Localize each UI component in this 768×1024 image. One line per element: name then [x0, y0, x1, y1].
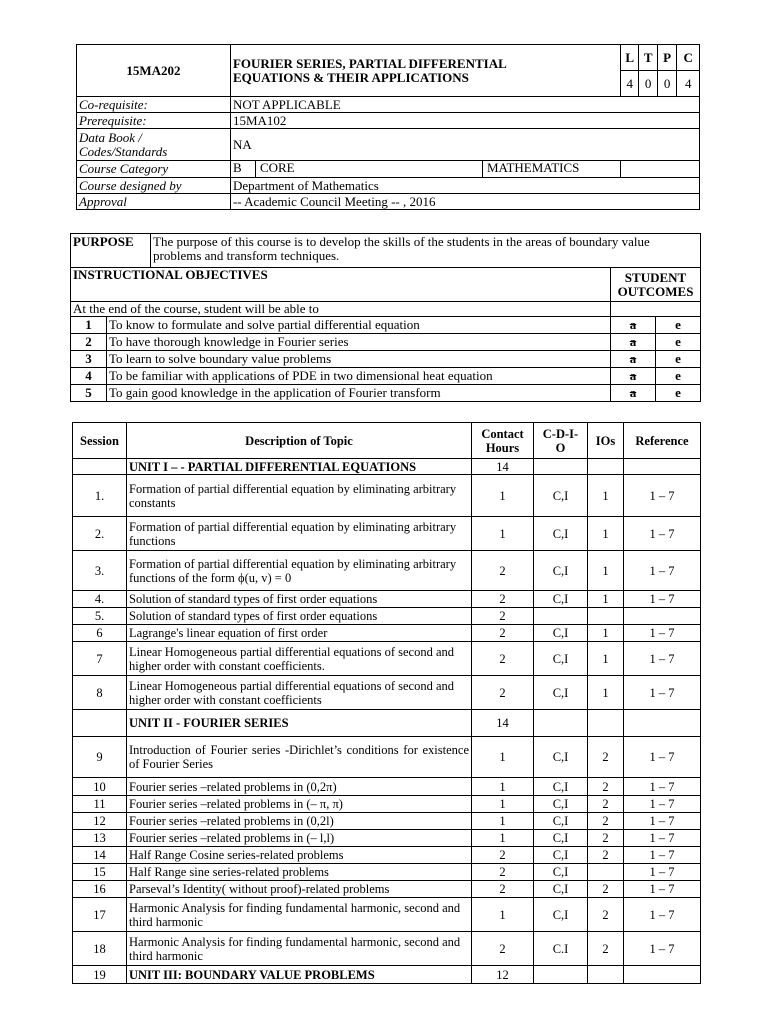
header-cdio [534, 423, 588, 459]
session-row [73, 830, 701, 847]
session-row [73, 932, 701, 966]
cdio-value: C,I [534, 778, 588, 796]
databook-label [77, 129, 231, 161]
ios-value: 1 [588, 551, 624, 591]
session-row [73, 796, 701, 813]
cdio-value: C,I [534, 475, 588, 517]
contact-hours: 14 [472, 459, 534, 475]
reference-value: 1 – 7 [624, 625, 701, 642]
reference-value [624, 608, 701, 625]
session-row [73, 475, 701, 517]
cdio-value: C,I [534, 898, 588, 932]
objectives-intro: At the end of the course, student will be able to [71, 302, 611, 317]
category-type: CORE [256, 161, 483, 177]
objective-text: To know to formulate and solve partial differential equation [107, 317, 611, 334]
databook-value: NA [230, 129, 699, 161]
objective-text: To be familiar with applications of PDE in two dimensional heat equation [107, 368, 611, 385]
category-code: B [231, 161, 256, 177]
category-cells [230, 161, 620, 178]
unit-row [73, 966, 701, 984]
course-code: 15MA202 [77, 45, 231, 97]
contact-hours: 2 [472, 864, 534, 881]
corequisite-value: NOT APPLICABLE [230, 97, 699, 113]
course-title [230, 45, 620, 97]
session-number: 14 [73, 847, 127, 864]
contact-hours: 1 [472, 737, 534, 778]
topic-description: Harmonic Analysis for finding fundamental harmonic, second and third harmonic [127, 932, 472, 966]
session-number: 1. [73, 475, 127, 517]
header-session: Session [73, 423, 127, 459]
reference-value: 1 – 7 [624, 517, 701, 551]
topic-description: Fourier series –related problems in (– π, π) [127, 796, 472, 813]
ltpc-value-l: 4 [620, 71, 638, 97]
topic-description: Linear Homogeneous partial differential equations of second and higher order with constant coefficients [127, 676, 472, 710]
reference-value [624, 459, 701, 475]
objective-number: 2 [71, 334, 107, 351]
cdio-value [534, 459, 588, 475]
contact-hours: 2 [472, 551, 534, 591]
reference-value: 1 – 7 [624, 813, 701, 830]
topic-description: Formation of partial differential equation by eliminating arbitrary functions of the form ϕ(u, v) = 0 [127, 551, 472, 591]
cdio-value: C,I [534, 813, 588, 830]
topic-description: Fourier series –related problems in (– l,l) [127, 830, 472, 847]
contact-hours: 2 [472, 881, 534, 898]
reference-value: 1 – 7 [624, 591, 701, 608]
reference-value: 1 – 7 [624, 551, 701, 591]
unit-title: UNIT I – - PARTIAL DIFFERENTIAL EQUATIONS [127, 459, 472, 475]
contact-hours: 2 [472, 932, 534, 966]
contact-hours: 1 [472, 517, 534, 551]
objective-outcome-a: a [611, 351, 656, 368]
ios-value: 1 [588, 475, 624, 517]
reference-value: 1 – 7 [624, 898, 701, 932]
ios-value [588, 608, 624, 625]
unit-row [73, 710, 701, 737]
header-cdio-line1: C-D-I- [542, 426, 579, 441]
session-row [73, 608, 701, 625]
contact-hours: 14 [472, 710, 534, 737]
contact-hours: 2 [472, 608, 534, 625]
contact-hours: 1 [472, 830, 534, 847]
header-contact-hours [472, 423, 534, 459]
objective-text: To gain good knowledge in the application of Fourier transform [107, 385, 611, 402]
reference-value: 1 – 7 [624, 796, 701, 813]
ios-value: 2 [588, 778, 624, 796]
contact-hours: 1 [472, 813, 534, 830]
course-header-table [76, 44, 700, 210]
ltpc-value-p: 0 [657, 71, 677, 97]
session-number: 7 [73, 642, 127, 676]
session-row [73, 898, 701, 932]
purpose-objectives-table [70, 233, 701, 402]
cdio-value: C,I [534, 864, 588, 881]
ios-value: 2 [588, 898, 624, 932]
reference-value: 1 – 7 [624, 475, 701, 517]
objective-number: 5 [71, 385, 107, 402]
outcomes-header-line1: STUDENT [624, 269, 687, 285]
reference-value: 1 – 7 [624, 737, 701, 778]
reference-value: 1 – 7 [624, 932, 701, 966]
databook-label-line1: Data Book / [79, 129, 142, 145]
objective-outcome-e: e [656, 317, 701, 334]
session-row [73, 778, 701, 796]
prerequisite-value: 15MA102 [230, 113, 699, 129]
header-ios: IOs [588, 423, 624, 459]
category-empty [620, 161, 699, 178]
cdio-value: C,I [534, 676, 588, 710]
topic-description: Harmonic Analysis for finding fundamental harmonic, second and third harmonic [127, 898, 472, 932]
session-row [73, 642, 701, 676]
session-number: 5. [73, 608, 127, 625]
prerequisite-label: Prerequisite: [77, 113, 231, 129]
designed-value: Department of Mathematics [230, 178, 699, 194]
header-description: Description of Topic [127, 423, 472, 459]
ios-value: 2 [588, 737, 624, 778]
objective-row [71, 351, 701, 368]
ltpc-label-l: L [620, 45, 638, 71]
ios-value [588, 966, 624, 984]
outcomes-header [611, 268, 701, 302]
session-number [73, 710, 127, 737]
session-number: 9 [73, 737, 127, 778]
objective-outcome-e: e [656, 385, 701, 402]
objective-outcome-e: e [656, 351, 701, 368]
objective-row [71, 385, 701, 402]
topic-description: Solution of standard types of first order equations [127, 591, 472, 608]
session-row [73, 676, 701, 710]
session-schedule-table [72, 422, 701, 984]
topic-description: Lagrange's linear equation of first order [127, 625, 472, 642]
session-number: 11 [73, 796, 127, 813]
objectives-header: INSTRUCTIONAL OBJECTIVES [71, 268, 611, 302]
ios-value: 2 [588, 830, 624, 847]
objective-outcome-a: a [611, 334, 656, 351]
cdio-value [534, 608, 588, 625]
contact-hours: 1 [472, 778, 534, 796]
cdio-value: C,I [534, 796, 588, 813]
cdio-value: C.I [534, 932, 588, 966]
ltpc-value-c: 4 [677, 71, 700, 97]
objective-text: To have thorough knowledge in Fourier series [107, 334, 611, 351]
session-number: 4. [73, 591, 127, 608]
objectives-intro-empty [611, 302, 701, 317]
session-row [73, 591, 701, 608]
objective-outcome-e: e [656, 368, 701, 385]
course-title-line2: EQUATIONS & THEIR APPLICATIONS [232, 69, 469, 85]
reference-value: 1 – 7 [624, 778, 701, 796]
topic-description: Half Range Cosine series-related problems [127, 847, 472, 864]
course-title-line1: FOURIER SERIES, PARTIAL DIFFERENTIAL [232, 55, 507, 71]
objectives-list [71, 317, 701, 402]
header-reference: Reference [624, 423, 701, 459]
ios-value [588, 710, 624, 737]
session-number: 6 [73, 625, 127, 642]
ios-value: 2 [588, 813, 624, 830]
ios-value [588, 459, 624, 475]
session-row [73, 737, 701, 778]
cdio-value: C,I [534, 830, 588, 847]
purpose-label: PURPOSE [71, 234, 151, 268]
reference-value: 1 – 7 [624, 676, 701, 710]
objective-outcome-a: a [611, 368, 656, 385]
unit-title: UNIT III: BOUNDARY VALUE PROBLEMS [127, 966, 472, 984]
ios-value: 1 [588, 517, 624, 551]
objective-row [71, 334, 701, 351]
contact-hours: 2 [472, 642, 534, 676]
unit-title: UNIT II - FOURIER SERIES [127, 710, 472, 737]
topic-description: Fourier series –related problems in (0,2π) [127, 778, 472, 796]
objective-row [71, 368, 701, 385]
objective-number: 3 [71, 351, 107, 368]
corequisite-label: Co-requisite: [77, 97, 231, 113]
topic-description: Linear Homogeneous partial differential equations of second and higher order with constant coefficients. [127, 642, 472, 676]
session-row [73, 864, 701, 881]
session-row [73, 551, 701, 591]
ios-value: 2 [588, 932, 624, 966]
cdio-value: C,I [534, 642, 588, 676]
objective-row [71, 317, 701, 334]
category-label: Course Category [77, 161, 231, 178]
ltpc-label-t: T [639, 45, 657, 71]
approval-label: Approval [77, 194, 231, 210]
topic-description: Introduction of Fourier series -Dirichlet’s conditions for existence of Fourier Series [127, 737, 472, 778]
ios-value: 1 [588, 642, 624, 676]
ios-value: 2 [588, 796, 624, 813]
objective-outcome-e: e [656, 334, 701, 351]
schedule-rows [73, 459, 701, 984]
session-number: 15 [73, 864, 127, 881]
session-row [73, 881, 701, 898]
session-row [73, 813, 701, 830]
unit-row [73, 459, 701, 475]
topic-description: Solution of standard types of first order equations [127, 608, 472, 625]
header-contact-line2: Hours [485, 440, 520, 455]
ios-value: 2 [588, 847, 624, 864]
cdio-value: C,I [534, 625, 588, 642]
purpose-text: The purpose of this course is to develop the skills of the students in the areas of boundary value problems and transform techniques. [151, 234, 701, 268]
cdio-value: C,I [534, 517, 588, 551]
reference-value: 1 – 7 [624, 642, 701, 676]
ios-value: 2 [588, 881, 624, 898]
cdio-value [534, 710, 588, 737]
session-number: 2. [73, 517, 127, 551]
session-number: 19 [73, 966, 127, 984]
ltpc-label-c: C [677, 45, 700, 71]
session-row [73, 847, 701, 864]
reference-value: 1 – 7 [624, 847, 701, 864]
session-number: 3. [73, 551, 127, 591]
session-number [73, 459, 127, 475]
contact-hours: 2 [472, 591, 534, 608]
contact-hours: 1 [472, 898, 534, 932]
reference-value: 1 – 7 [624, 881, 701, 898]
category-subject: MATHEMATICS [486, 160, 580, 175]
session-number: 16 [73, 881, 127, 898]
topic-description: Formation of partial differential equation by eliminating arbitrary functions [127, 517, 472, 551]
header-contact-line1: Contact [481, 426, 524, 441]
topic-description: Formation of partial differential equation by eliminating arbitrary constants [127, 475, 472, 517]
objective-outcome-a: a [611, 317, 656, 334]
cdio-value: C,I [534, 737, 588, 778]
contact-hours: 2 [472, 676, 534, 710]
cdio-value: C,I [534, 847, 588, 864]
reference-value: 1 – 7 [624, 864, 701, 881]
topic-description: Parseval’s Identity( without proof)-related problems [127, 881, 472, 898]
topic-description: Fourier series –related problems in (0,2l) [127, 813, 472, 830]
session-number: 13 [73, 830, 127, 847]
topic-description: Half Range sine series-related problems [127, 864, 472, 881]
ltpc-label-p: P [657, 45, 677, 71]
outcomes-header-line2: OUTCOMES [617, 283, 694, 299]
session-number: 10 [73, 778, 127, 796]
objective-number: 1 [71, 317, 107, 334]
reference-value [624, 966, 701, 984]
session-number: 12 [73, 813, 127, 830]
ltpc-value-t: 0 [639, 71, 657, 97]
session-number: 8 [73, 676, 127, 710]
ios-value: 1 [588, 625, 624, 642]
ios-value [588, 864, 624, 881]
objective-number: 4 [71, 368, 107, 385]
contact-hours: 2 [472, 625, 534, 642]
reference-value: 1 – 7 [624, 830, 701, 847]
designed-label: Course designed by [77, 178, 231, 194]
contact-hours: 1 [472, 475, 534, 517]
objective-text: To learn to solve boundary value problems [107, 351, 611, 368]
contact-hours: 1 [472, 796, 534, 813]
contact-hours: 2 [472, 847, 534, 864]
ios-value: 1 [588, 676, 624, 710]
cdio-value: C,I [534, 591, 588, 608]
cdio-value [534, 966, 588, 984]
ios-value: 1 [588, 591, 624, 608]
header-cdio-line2: O [555, 440, 566, 455]
cdio-value: C,I [534, 551, 588, 591]
approval-value: -- Academic Council Meeting -- , 2016 [230, 194, 699, 210]
reference-value [624, 710, 701, 737]
cdio-value: C,I [534, 881, 588, 898]
session-number: 17 [73, 898, 127, 932]
contact-hours: 12 [472, 966, 534, 984]
session-number: 18 [73, 932, 127, 966]
session-row [73, 517, 701, 551]
session-row [73, 625, 701, 642]
objective-outcome-a: a [611, 385, 656, 402]
databook-label-line2: Codes/Standards [79, 143, 168, 159]
